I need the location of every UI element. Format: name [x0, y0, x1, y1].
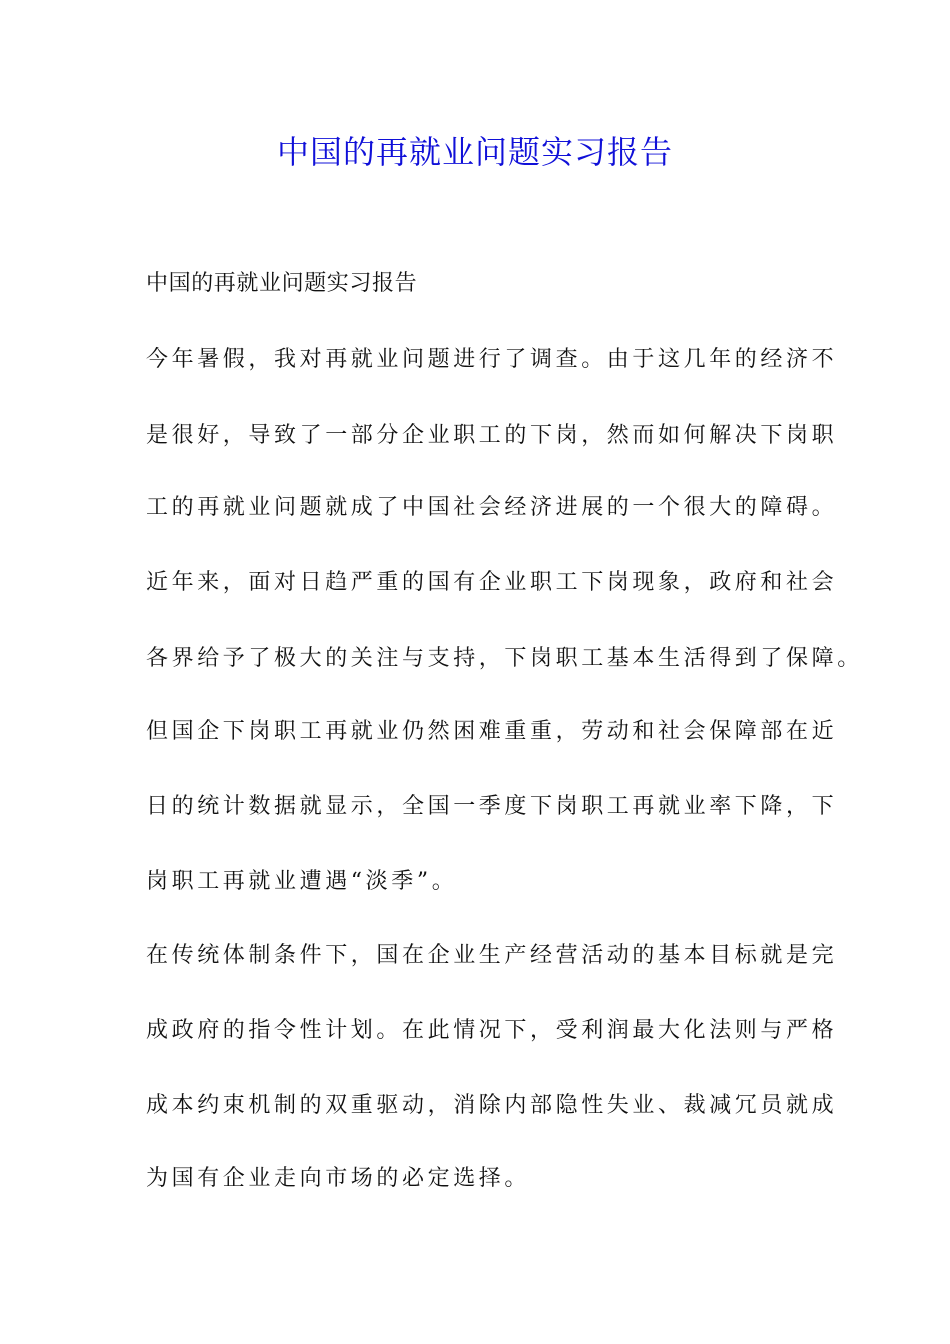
document-title: 中国的再就业问题实习报告	[276, 133, 673, 171]
paragraph-line-12: 为国有企业走向市场的必定选择。	[146, 1166, 531, 1191]
paragraph-line-4: 近年来，面对日趋严重的国有企业职工下岗现象，政府和社会	[146, 570, 838, 595]
paragraph-line-11: 成本约束机制的双重驱动，消除内部隐性失业、裁减冗员就成	[146, 1093, 838, 1118]
paragraph-line-9: 在传统体制条件下，国在企业生产经营活动的基本目标就是完	[146, 943, 838, 968]
paragraph-line-8: 岗职工再就业遭遇“淡季”。	[146, 869, 458, 894]
paragraph-line-5: 各界给予了极大的关注与支持，下岗职工基本生活得到了保障。	[146, 646, 863, 671]
paragraph-line-2: 是很好，导致了一部分企业职工的下岗，然而如何解决下岗职	[146, 423, 838, 448]
paragraph-line-7: 日的统计数据就显示，全国一季度下岗职工再就业率下降，下	[146, 794, 838, 819]
document-subtitle: 中国的再就业问题实习报告	[146, 271, 418, 296]
paragraph-line-6: 但国企下岗职工再就业仍然困难重重，劳动和社会保障部在近	[146, 719, 838, 744]
paragraph-line-3: 工的再就业问题就成了中国社会经济进展的一个很大的障碍。	[146, 495, 838, 520]
paragraph-line-1: 今年暑假，我对再就业问题进行了调查。由于这几年的经济不	[146, 347, 838, 372]
paragraph-line-10: 成政府的指令性计划。在此情况下，受利润最大化法则与严格	[146, 1018, 838, 1043]
